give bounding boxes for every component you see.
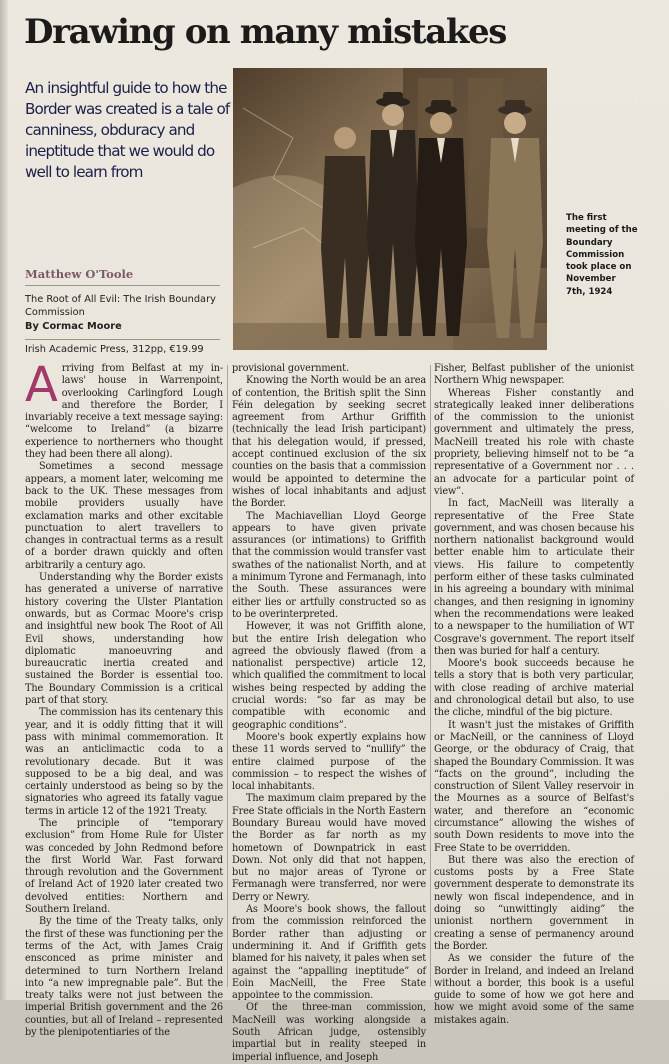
body-paragraph: As Moore's book shows, the fallout from the commission reinforced the Border rather than adjusting or undermining it. And if Griffith gets blamed for his naivety, it pales when set against the “appalling ineptitude” of Eoin MacNeill, the Free State appointee to the commission.: [232, 904, 426, 1002]
body-paragraph: But there was also the erection of customs posts by a Free State government desperate to demonstrate its newly won fiscal independence, and in doing so “unwittingly aiding” the unionist northern government in creating a sense of permanency around the Border.: [434, 854, 634, 952]
column-divider: [227, 365, 228, 987]
body-paragraph: Moore's book succeeds because he tells a story that is both very particular, with close reading of archive material and chronological detail but also, to use the cliche, mindful of the big picture.: [434, 658, 634, 719]
commission-photo-illustration: [233, 68, 547, 350]
body-paragraph: provisional government.: [232, 363, 349, 374]
headline: Drawing on many mistakes: [24, 12, 506, 52]
book-publisher: Irish Academic Press, 312pp, €19.99: [25, 344, 204, 355]
standfirst: An insightful guide to how the Border was created is a tale of canniness, obduracy and ineptitude that we would do well to learn from: [25, 79, 230, 181]
paragraph-text: rriving from Belfast at my in-laws' house in Warrenpoint, overlooking Carlingford Lough and therefore the Border, I invariably receive a text message saying: “welcome to Ireland” (a bizarre experience to northerners who thought they had been there all along).: [25, 363, 223, 461]
book-title: The Root of All Evil: The Irish Boundary Commission: [25, 294, 216, 318]
caption-line: meeting of the: [566, 225, 638, 236]
book-author: By Cormac Moore: [25, 321, 122, 332]
caption-line: Boundary: [566, 237, 613, 248]
book-rule: [25, 339, 220, 340]
body-paragraph: [25, 357, 223, 461]
body-column-2: [232, 363, 426, 1063]
body-paragraph: The principle of “temporary exclusion” from Home Rule for Ulster was conceded by John Redmond before the first World War. Fast forward through revolution and the Government of Ireland Act of 1920 later created two devolved entities: Northern and Southern Ireland.: [25, 817, 223, 916]
caption-line: Commission: [566, 249, 625, 260]
body-paragraph: Understanding why the Border exists has generated a universe of narrative history covering the Ulster Plantation onwards, but as Cormac Moore's crisp and insightful new book The Root of All Evil shows, understanding how diplomatic manoeuvring and bureaucratic inertia created and sustained the Border is essential too. The Boundary Commission is a critical part of that story.: [25, 572, 223, 707]
body-paragraph: By the time of the Treaty talks, only the first of these was functioning per the terms of the Act, with James Craig ensconced as prime minister and determined to turn Northern Ireland into “a new impregnable pale”. But the treaty talks were not just between the imperial British government and the 26 counties, but all of Ireland – represented by the plenipotentiaries of the: [25, 916, 223, 1039]
body-paragraph: Sometimes a second message appears, a moment later, welcoming me back to the UK. These messages from mobile providers usually have exclamation marks and other excitable punctuation to alert travellers to changes in contractual terms as a result of a border drawn quickly and often arbitrarily a century ago.: [25, 461, 223, 571]
byline: Matthew O'Toole: [25, 267, 134, 281]
body-paragraph: It wasn't just the mistakes of Griffith or MacNeill, or the canniness of Lloyd George, or the obduracy of Craig, that shaped the Boundary Commission. It was “facts on the ground”, including the construction of Silent Valley reservoir in the Mournes as a source of Belfast's water, and therefore an “economic circumstance” allowing the wishes of south Down residents to move into the Free State to be overridden.: [434, 719, 634, 854]
drop-cap: A: [25, 357, 58, 413]
body-paragraph: Knowing the North would be an area of contention, the British split the Sinn Féin delegation by seeking secret agreement from Arthur Griffith (technically the lead Irish participant) that his delegation would, if pressed, accept continued exclusion of the six counties on the basis that a commission would be appointed to determine the wishes of local inhabitants and adjust the Border.: [232, 375, 426, 510]
caption-line: The first: [566, 213, 607, 223]
body-paragraph: As we consider the future of the Border in Ireland, and indeed an Ireland without a border, this book is a useful guide to some of how we got here and how we might avoid some of the same mistakes again.: [434, 953, 634, 1026]
body-paragraph: The Machiavellian Lloyd George appears to have given private assurances (or intimations) to Griffith that the commission would transfer vast swathes of the nationalist North, and at a minimum Tyrone and Fermanagh, into the South. These assurances were either lies or artfully constructed so as to be overinterpreted.: [232, 510, 426, 620]
body-paragraph: Of the three-man commission, MacNeill was working alongside a South African judge, ostensibly impartial but in reality steeped in imperial influence, and Joseph: [232, 1002, 426, 1063]
body-paragraph: Whereas Fisher constantly and strategically leaked inner deliberations of the commission to the unionist government and ultimately the press, MacNeill treated his role with chaste propriety, believing himself not to be “a representative of a Government nor . . . an advocate for a particular point of view”.: [434, 387, 634, 497]
historic-photo: [233, 68, 547, 350]
body-column-3: [434, 363, 634, 1026]
page-fold-shadow: [0, 0, 8, 1000]
body-paragraph: Moore's book expertly explains how these 11 words served to “nullify” the entire claimed purpose of the commission – to respect the wishes of local inhabitants.: [232, 731, 426, 793]
body-column-1: [25, 357, 223, 1039]
column-divider: [430, 365, 431, 987]
caption-line: November: [566, 274, 616, 285]
body-paragraph: Fisher, Belfast publisher of the unionist Northern Whig newspaper.: [434, 363, 634, 387]
caption-line: took place on: [566, 262, 632, 273]
byline-rule: [25, 285, 220, 286]
body-paragraph: The maximum claim prepared by the Free State officials in the North Eastern Boundary Bureau would have moved the Border as far north as my hometown of Downpatrick in east Down. Not only did that not happen, but no major areas of Tyrone or Fermanagh were transferred, nor were Derry or Newry.: [232, 793, 426, 903]
body-paragraph: The commission has its centenary this year, and it is oddly fitting that it will pass with minimal commemoration. It was an anticlimactic coda to a revolutionary decade. But it was supposed to be a big deal, and was certainly understood as being so by the signatories who agreed its fatally vague terms in article 12 of the 1921 Treaty.: [25, 707, 223, 817]
photo-caption: [566, 212, 648, 298]
body-paragraph: However, it was not Griffith alone, but the entire Irish delegation who agreed the obviously flawed (from a nationalist perspective) article 12, which qualified the commitment to local wishes being respected by adding the crucial words: “so far as may be compatible with economic and geographic conditions”.: [232, 621, 426, 731]
caption-line: 7th, 1924: [566, 286, 613, 297]
body-paragraph: In fact, MacNeill was literally a representative of the Free State government, and was chosen because his northern nationalist background would better enable him to articulate their views. His failure to competently perform either of these tasks culminated in his agreeing a boundary with minimal changes, and then resigning in ignominy when the recommendations were leaked to a newspaper to the humiliation of WT Cosgrave's government. The report itself then was buried for half a century.: [434, 498, 634, 657]
